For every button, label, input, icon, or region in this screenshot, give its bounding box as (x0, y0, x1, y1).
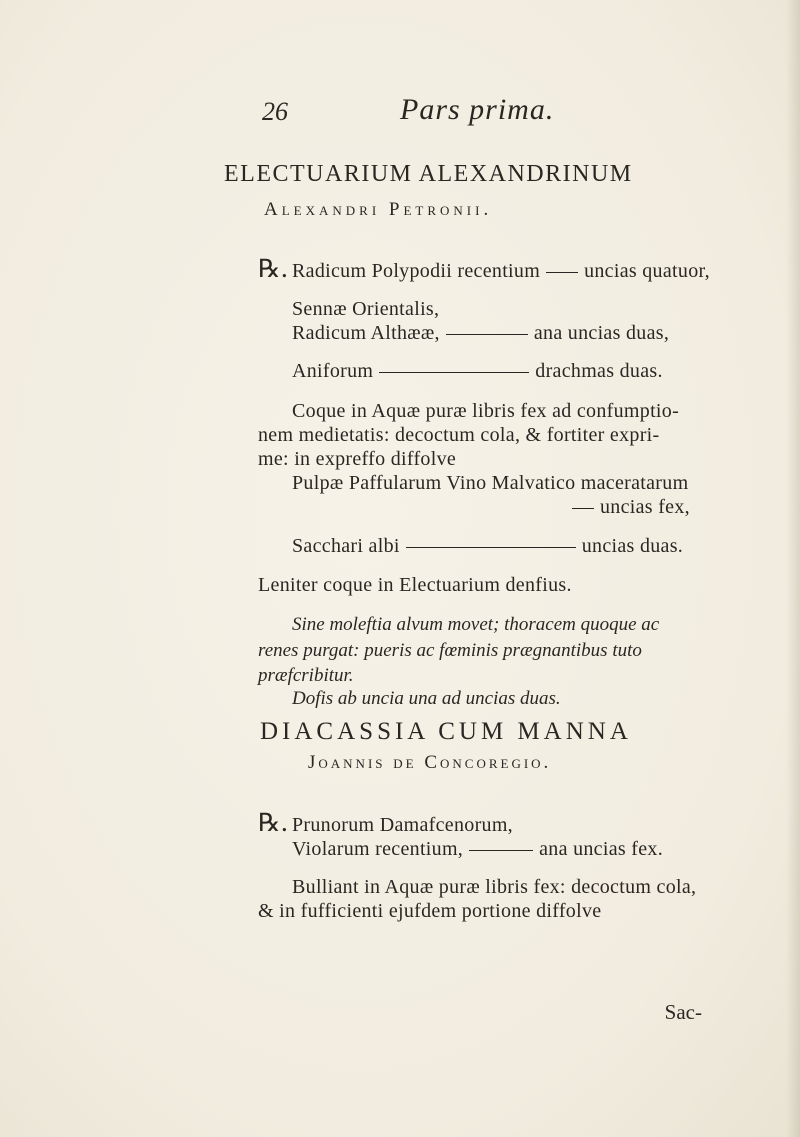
note-line: renes purgat: pueris ac fœminis prægnantibus tuto (258, 640, 642, 661)
ingredient-line: Radicum Polypodii recentium uncias quatuor, (292, 260, 710, 282)
ingredient-line: Prunorum Damafcenorum, (292, 814, 513, 836)
recipe-symbol-icon: ℞. (258, 254, 289, 283)
ingredient-line: Radicum Althææ, ana uncias duas, (292, 322, 670, 344)
method-line: Leniter coque in Electuarium denfius. (258, 574, 572, 596)
ingredient-line: Sennæ Orientalis, (292, 298, 440, 320)
note-line: Sine moleftia alvum movet; thoracem quoque ac (292, 614, 660, 635)
method-line: uncias fex, (566, 496, 690, 519)
method-line: Pulpæ Paffularum Vino Malvatico maceratarum (292, 472, 689, 494)
ingredient-line: Aniforum drachmas duas. (292, 360, 663, 382)
method-line: Sacchari albi uncias duas. (292, 535, 684, 557)
recipe-author: Joannis de Concoregio. (308, 752, 552, 773)
running-head: Pars prima. (400, 93, 555, 126)
recipe-title: ELECTUARIUM ALEXANDRINUM (224, 161, 633, 187)
note-line: præfcribitur. (258, 665, 354, 686)
ingredient-line: Violarum recentium, ana uncias fex. (292, 838, 664, 860)
method-line: nem medietatis: decoctum cola, & fortiter expri- (258, 424, 660, 446)
page-edge-shadow (786, 0, 800, 1137)
recipe-title: DIACASSIA CUM MANNA (260, 718, 632, 745)
method-line: Bulliant in Aquæ puræ libris fex: decoctum cola, (292, 876, 697, 898)
recipe-symbol-icon: ℞. (258, 808, 289, 837)
note-line: Dofis ab uncia una ad uncias duas. (292, 688, 561, 709)
method-line: Coque in Aquæ puræ libris fex ad confumptio- (292, 400, 680, 422)
recipe-author: Alexandri Petronii. (264, 199, 493, 220)
catchword: Sac- (664, 1000, 702, 1024)
method-line: me: in expreffo diffolve (258, 448, 457, 470)
page-number: 26 (262, 97, 288, 126)
method-line: & in fufficienti ejufdem portione diffolve (258, 900, 602, 922)
